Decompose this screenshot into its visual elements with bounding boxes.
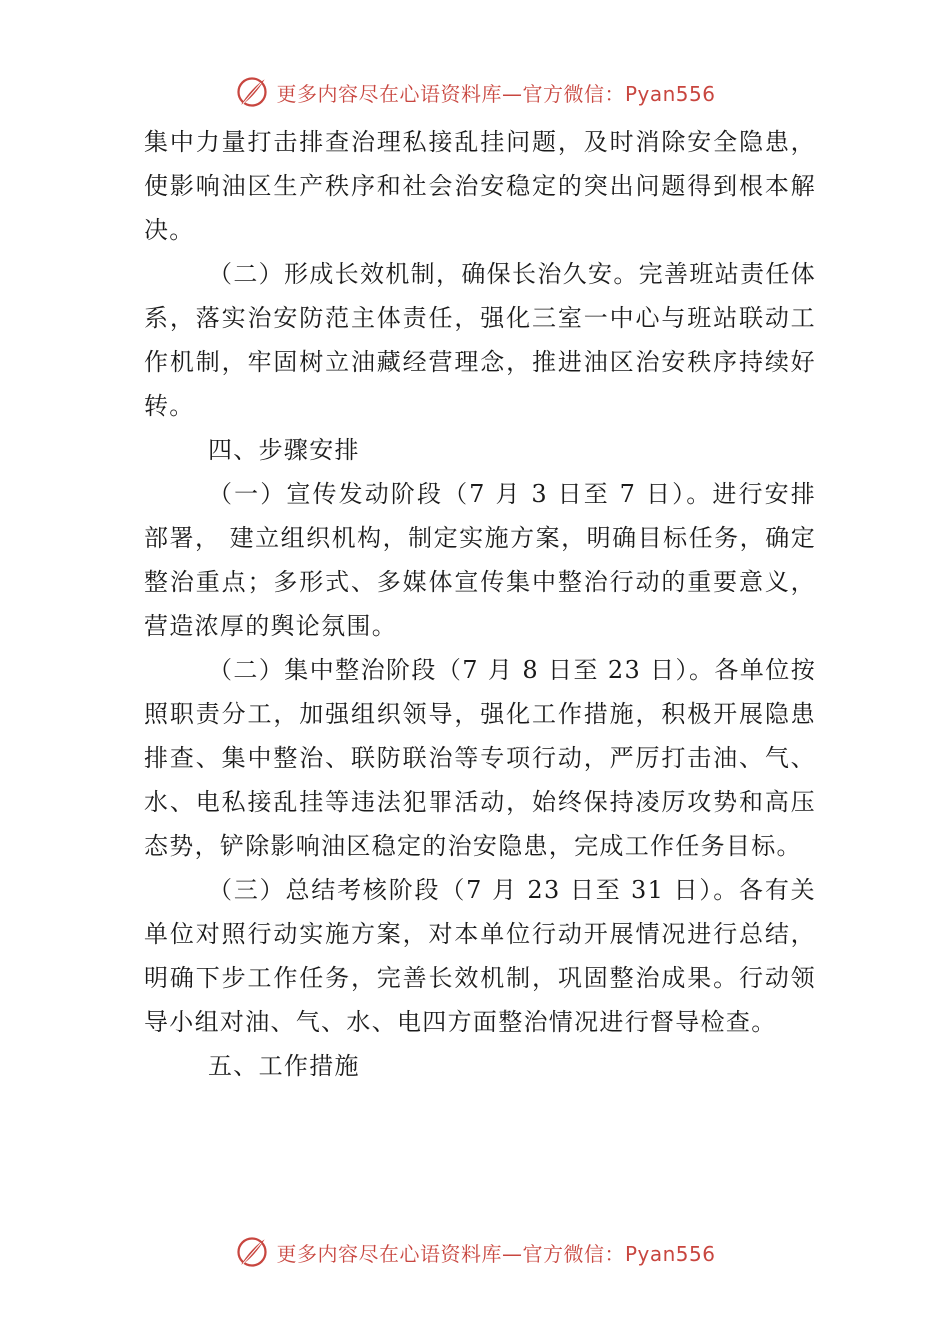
footer-watermark (0, 1232, 950, 1272)
paragraph: （二）集中整治阶段（7 月 8 日至 23 日）。各单位按照职责分工，加强组织领导，强化工作措施，积极开展隐患排查、集中整治、联防联治等专项行动，严厉打击油、气、水、电私接乱挂等违法犯罪活动，始终保持凌厉攻势和高压态势，铲除影响油区稳定的治安隐患，完成工作任务目标。 (144, 656, 816, 860)
section-heading: 五、工作措施 (208, 1052, 360, 1080)
paragraph: （一）宣传发动阶段（7 月 3 日至 7 日）。进行安排部署， 建立组织机构，制定实施方案，明确目标任务，确定整治重点；多形式、多媒体宣传集中整治行动的重要意义，营造浓厚的舆论氛围。 (144, 480, 816, 640)
header-watermark (0, 72, 950, 112)
feather-logo-icon (234, 1234, 270, 1270)
paragraph: （三）总结考核阶段（7 月 23 日至 31 日）。各有关单位对照行动实施方案，对本单位行动开展情况进行总结，明确下步工作任务，完善长效机制，巩固整治成果。行动领导小组对油、气、水、电四方面整治情况进行督导检查。 (144, 876, 816, 1036)
document-body (144, 120, 816, 1088)
paragraph: 集中力量打击排查治理私接乱挂问题，及时消除安全隐患，使影响油区生产秩序和社会治安稳定的突出问题得到根本解决。 (144, 128, 816, 244)
section-heading: 四、步骤安排 (208, 436, 360, 464)
feather-logo-icon (234, 74, 270, 110)
watermark-text: 更多内容尽在心语资料库—官方微信：Pyan556 (276, 81, 716, 106)
watermark-text: 更多内容尽在心语资料库—官方微信：Pyan556 (276, 1241, 716, 1266)
paragraph: （二）形成长效机制，确保长治久安。完善班站责任体系，落实治安防范主体责任，强化三室一中心与班站联动工作机制，牢固树立油藏经营理念，推进油区治安秩序持续好转。 (144, 260, 816, 420)
